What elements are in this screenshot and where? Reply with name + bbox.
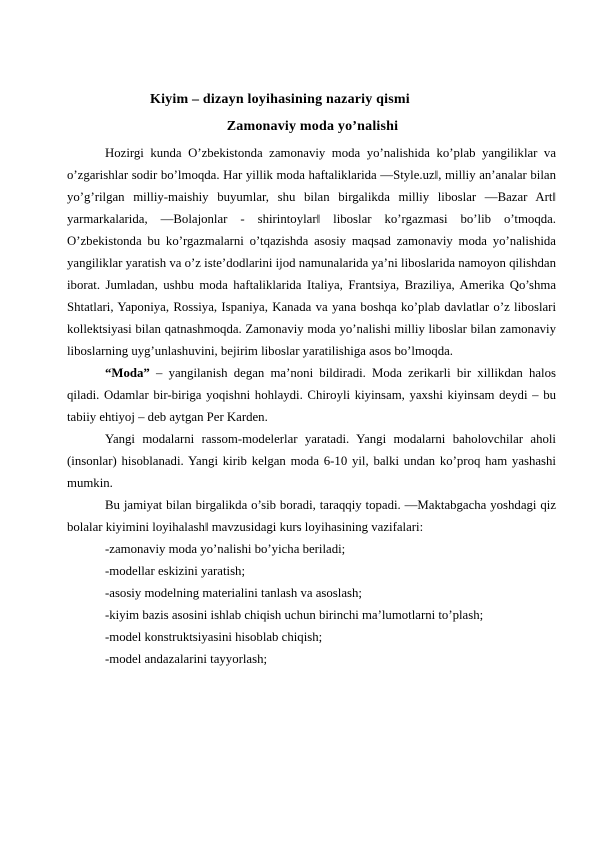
paragraph-new-fashion: Yangi modalarni rassom-modelerlar yaratadi. Yangi modalarni baholovchilar aholi (insonlar) hisoblanadi. Yangi kirib kelgan moda 6-10 yil, balki undan ko’proq ham yashashi mumkin. [67,432,556,490]
moda-text: – yangilanish degan ma’noni bildiradi. Moda zerikarli bir xillikdan halos qiladi. Odamlar bir-biriga yoqishni hohlaydi. Chiroyli kiyinsam, yaxshi kiyinsam deydi – bu tabiiy ehtiyoj – deb aytgan Per Karden. [67,366,556,424]
task-item: -kiyim bazis asosini ishlab chiqish uchun birinchi ma’lumotlarni to’plash; [105,608,484,622]
section-subtitle: Zamonaviy moda yo’nalishi [226,119,399,134]
document-title: Kiyim – dizayn loyihasining nazariy qismi [150,92,410,107]
paragraph-moda [67,362,556,428]
task-item: -model andazalarini tayyorlash; [105,652,268,666]
task-item: -modellar eskizini yaratish; [105,564,246,578]
moda-term: “Moda” [105,366,150,380]
task-item: -model konstruktsiyasini hisoblab chiqish; [105,630,323,644]
document-body [67,142,556,670]
task-item: -zamonaviy moda yo’nalishi bo’yicha beriladi; [105,542,346,556]
task-item: -asosiy modelning materialini tanlash va asoslash; [105,586,362,600]
paragraph-tasks-intro: Bu jamiyat bilan birgalikda o’sib boradi, taraqqiy topadi. ―Maktabgacha yoshdagi qiz bolalar kiyimini loyihalash‖ mavzusidagi kurs loyihasining vazifalari: [67,498,556,534]
paragraph-intro: Hozirgi kunda O’zbekistonda zamonaviy moda yo’nalishida ko’plab yangiliklar va o’zgarishlar sodir bo’lmoqda. Har yillik moda haftaliklarida ―Style.uz‖, milliy an’analar bilan yo’g’rilgan milliy-maishiy buyumlar, shu bilan birgalikda milliy liboslar ―Bazar Art‖ yarmarkalarida, ―Bolajonlar - shirintoylar‖ liboslar ko’rgazmasi bo’lib o’tmoqda. O’zbekistonda bu ko’rgazmalarni o’tqazishda asosiy maqsad zamonaviy moda yo’nalishida yangiliklar yaratish va o’z iste’dodlarini ijod namunalarida ya’ni liboslarida namoyon qilishdan iborat. Jumladan, ushbu moda haftaliklarida Italiya, Frantsiya, Braziliya, Amerika Qo’shma Shtatlari, Yaponiya, Rossiya, Ispaniya, Kanada va yana boshqa ko’plab davlatlar o’z liboslari kollektsiyasi bilan qatnashmoqda. Zamonaviy moda yo’nalishi milliy liboslar bilan zamonaviy liboslarning uyg’unlashuvini, bejirim liboslar yaratilishiga asos bo’lmoqda. [67,146,556,358]
